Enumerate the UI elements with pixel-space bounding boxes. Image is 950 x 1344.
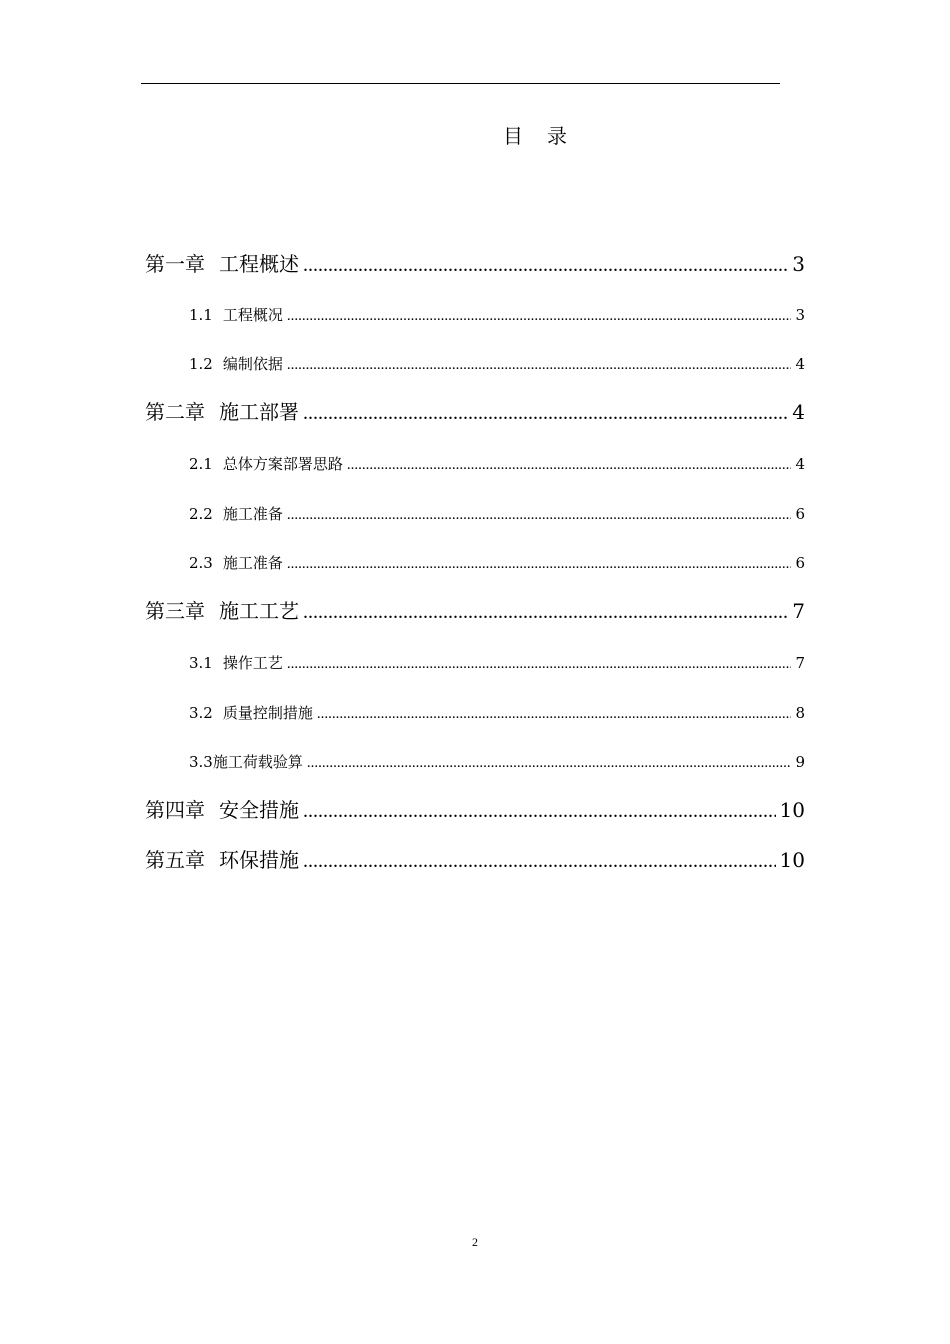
toc-entry-label: 工程概况 [222, 306, 283, 324]
page-number: 2 [472, 1235, 478, 1249]
toc-entry-page: 10 [779, 798, 805, 822]
toc-entry-number: 2.2 [189, 505, 213, 523]
toc-entry-number: 第三章 [145, 599, 205, 623]
toc-title [0, 120, 950, 149]
toc-leader-dots [287, 357, 792, 374]
toc-entry-number: 3.1 [189, 654, 213, 672]
toc-entry-number: 第二章 [145, 400, 205, 424]
toc-entry-number: 第一章 [145, 252, 205, 276]
toc-entry-label: 总体方案部署思路 [222, 455, 343, 473]
toc-entry-section-3-2[interactable] [189, 702, 805, 723]
toc-entry-chapter-1[interactable] [145, 248, 805, 277]
toc-entry-label: 施工荷载验算 [212, 753, 303, 771]
toc-entry-section-3-1[interactable] [189, 652, 805, 673]
toc-leader-dots [287, 556, 792, 573]
toc-entry-page: 3 [795, 306, 805, 324]
toc-leader-dots [303, 254, 788, 277]
toc-entry-number: 第四章 [145, 798, 205, 822]
toc-entry-page: 9 [795, 753, 805, 771]
toc-leader-dots [317, 706, 792, 723]
toc-entry-label: 操作工艺 [222, 654, 283, 672]
toc-entry-number: 2.3 [189, 554, 213, 572]
toc-leader-dots [303, 800, 776, 823]
toc-entry-page: 6 [795, 554, 805, 572]
toc-entry-label: 安全措施 [219, 798, 299, 822]
toc-leader-dots [303, 601, 788, 624]
toc-leader-dots [303, 402, 788, 425]
toc-entry-section-2-1[interactable] [189, 453, 805, 474]
toc-entry-section-2-3[interactable] [189, 552, 805, 573]
toc-entry-page: 10 [779, 848, 805, 872]
toc-entry-label: 工程概述 [219, 252, 299, 276]
toc-entry-page: 7 [795, 654, 805, 672]
toc-entry-number: 1.1 [189, 306, 213, 324]
toc-entry-label: 施工工艺 [219, 599, 299, 623]
header-rule [141, 83, 780, 84]
toc-leader-dots [307, 755, 792, 772]
toc-entry-label: 施工准备 [222, 554, 283, 572]
toc-title-char-1: 目 [503, 124, 523, 148]
toc-entry-label: 施工准备 [222, 505, 283, 523]
toc-entry-chapter-3[interactable] [145, 595, 805, 624]
toc-leader-dots [287, 656, 792, 673]
toc-leader-dots [347, 457, 792, 474]
toc-entry-chapter-2[interactable] [145, 396, 805, 425]
toc-entry-label: 编制依据 [222, 355, 283, 373]
toc-leader-dots [303, 850, 776, 873]
toc-entry-number: 1.2 [189, 355, 213, 373]
toc-entry-chapter-5[interactable] [145, 844, 805, 873]
toc-entry-page: 7 [792, 599, 805, 623]
toc-entry-chapter-4[interactable] [145, 794, 805, 823]
toc-entry-number: 2.1 [189, 455, 213, 473]
toc-entry-label: 环保措施 [219, 848, 299, 872]
toc-entry-label: 质量控制措施 [222, 704, 313, 722]
toc-entry-page: 4 [792, 400, 805, 424]
toc-entry-page: 8 [795, 704, 805, 722]
toc-entry-number: 第五章 [145, 848, 205, 872]
toc-entry-label: 施工部署 [219, 400, 299, 424]
toc-leader-dots [287, 507, 792, 524]
toc-entry-number: 3.3 [189, 753, 213, 771]
toc-entry-section-1-2[interactable] [189, 353, 805, 374]
toc-entry-page: 3 [792, 252, 805, 276]
toc-entry-page: 4 [795, 355, 805, 373]
toc-title-char-2: 录 [547, 124, 567, 148]
toc-entry-section-2-2[interactable] [189, 503, 805, 524]
toc-entry-section-1-1[interactable] [189, 304, 805, 325]
toc-entry-page: 6 [795, 505, 805, 523]
toc-entry-number: 3.2 [189, 704, 213, 722]
toc-entry-page: 4 [795, 455, 805, 473]
toc-leader-dots [287, 308, 792, 325]
toc-entry-section-3-3[interactable] [189, 751, 805, 772]
